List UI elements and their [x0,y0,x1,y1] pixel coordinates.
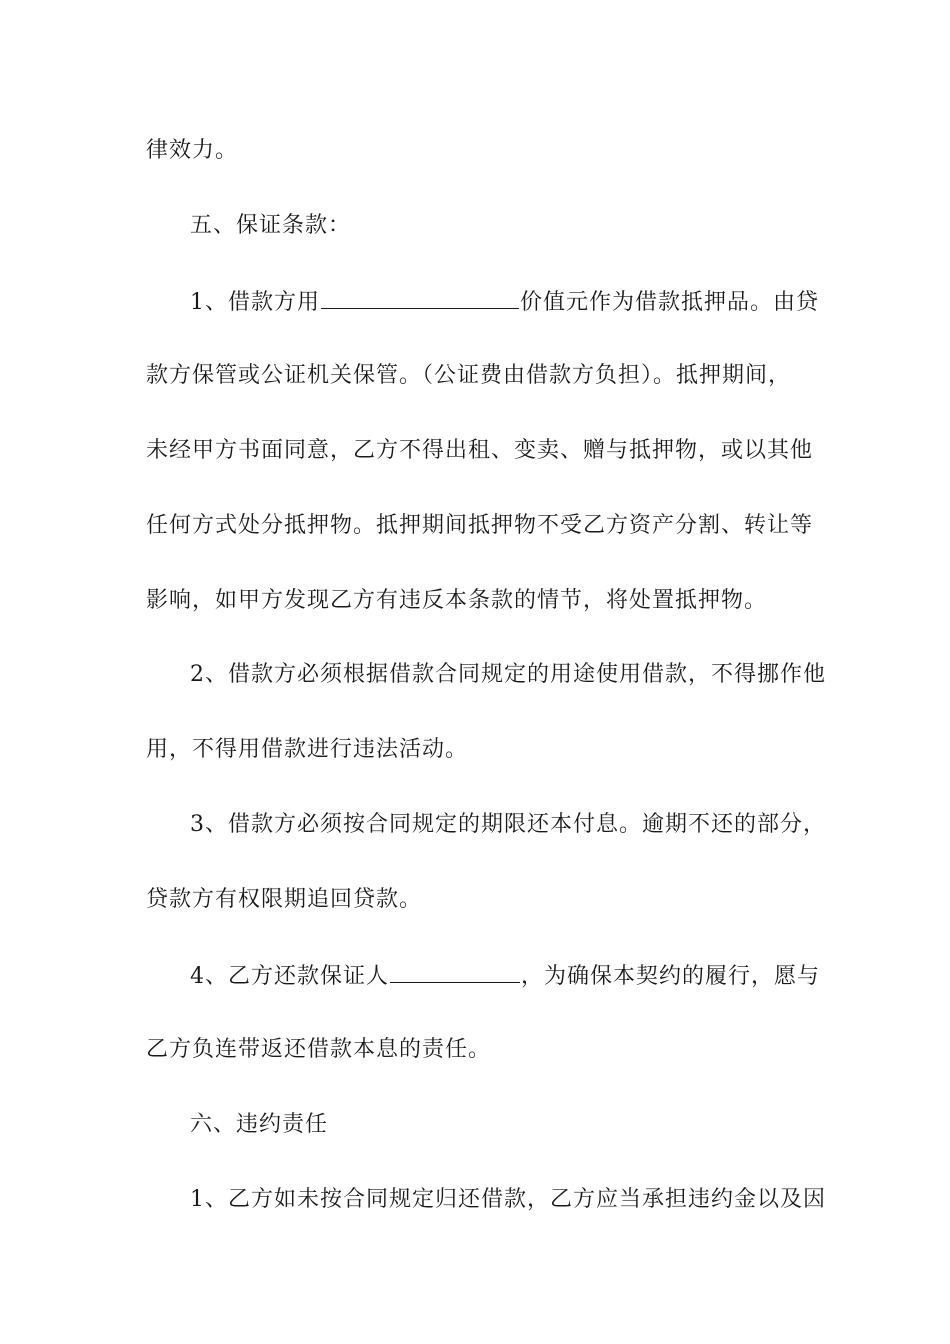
text-line: 用，不得用借款进行违法活动。 [146,737,469,762]
clause-4-first-line [190,960,821,992]
section-heading-liability: 六、违约责任 [190,1112,329,1137]
text-line: 贷款方有权限期追回贷款。 [146,887,423,912]
text-line: 未经甲方书面同意，乙方不得出租、变卖、赠与抵押物，或以其他 [146,438,814,463]
text-line: 影响，如甲方发现乙方有违反本条款的情节，将处置抵押物。 [146,588,768,613]
clause-3-first-line: 3、借款方必须按合同规定的期限还本付息。逾期不还的部分， [190,812,826,837]
collateral-blank [321,286,519,309]
clause-2-first-line: 2、借款方必须根据借款合同规定的用途使用借款，不得挪作他 [190,662,826,687]
clause-4-suffix: ，为确保本契约的履行，愿与 [521,964,821,989]
section-heading-guarantee: 五、保证条款： [190,213,352,238]
clause-1-suffix: 价值元作为借款抵押品。由贷 [520,290,820,315]
clause-4-prefix: 4、乙方还款保证人 [190,964,389,989]
text-line: 律效力。 [146,138,239,163]
text-line: 款方保管或公证机关保管。（公证费由借款方负担）。抵押期间， [146,363,792,388]
liability-clause-1-first-line: 1、乙方如未按合同规定归还借款，乙方应当承担违约金以及因 [190,1187,826,1212]
text-line: 乙方负连带返还借款本息的责任。 [146,1037,492,1062]
clause-1-prefix: 1、借款方用 [190,290,320,315]
clause-1-first-line [190,286,820,318]
text-line: 任何方式处分抵押物。抵押期间抵押物不受乙方资产分割、转让等 [146,513,814,538]
guarantor-blank [390,960,520,983]
